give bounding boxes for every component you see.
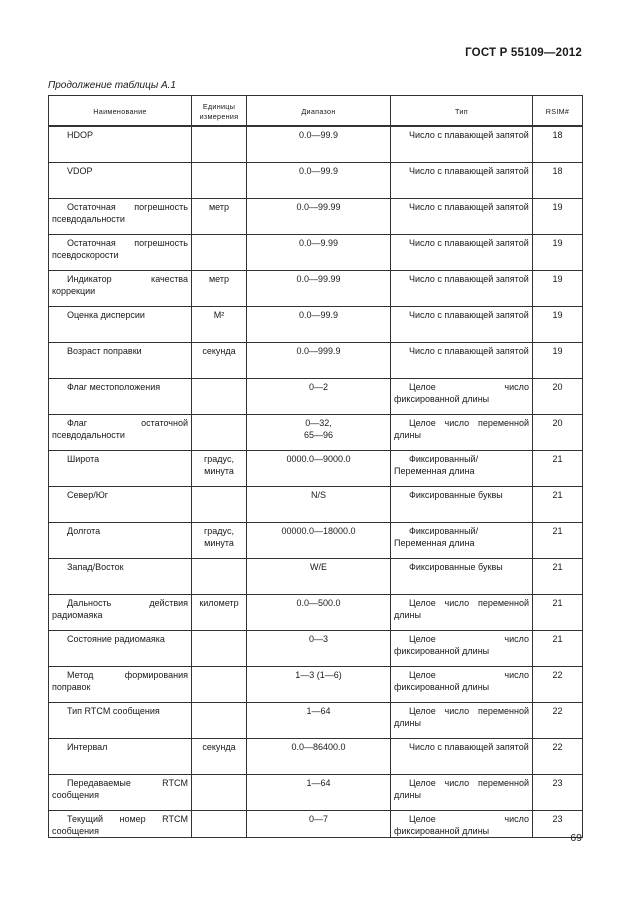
name-cell: HDOP (49, 126, 192, 162)
name-cell: Флаг местоположения (49, 378, 192, 414)
unit-cell: метр (192, 270, 247, 306)
unit-cell (192, 486, 247, 522)
range-cell: 0.0—99.9 (247, 126, 391, 162)
table-row (49, 270, 583, 306)
table-row (49, 666, 583, 702)
rsim-cell: 21 (533, 630, 583, 666)
rsim-cell: 19 (533, 270, 583, 306)
unit-cell (192, 414, 247, 450)
range-cell: 1—64 (247, 702, 391, 738)
range-cell: 0.0—9.99 (247, 234, 391, 270)
range-cell: 0.0—99.99 (247, 198, 391, 234)
unit-cell (192, 774, 247, 810)
rsim-cell: 18 (533, 162, 583, 198)
range-cell: W/E (247, 558, 391, 594)
type-cell: Число с плавающей запятой (391, 270, 533, 306)
name-cell: Дальность действия радиомаяка (49, 594, 192, 630)
rsim-cell: 19 (533, 306, 583, 342)
unit-cell: километр (192, 594, 247, 630)
unit-cell: градус, минута (192, 522, 247, 558)
type-cell: Целое число переменной длины (391, 594, 533, 630)
parameters-table (48, 95, 583, 838)
table-row (49, 342, 583, 378)
rsim-cell: 18 (533, 126, 583, 162)
unit-cell (192, 666, 247, 702)
range-cell: 0—2 (247, 378, 391, 414)
rsim-cell: 22 (533, 666, 583, 702)
table-row (49, 198, 583, 234)
type-cell: Число с плавающей запятой (391, 234, 533, 270)
name-cell: Долгота (49, 522, 192, 558)
rsim-cell: 20 (533, 378, 583, 414)
range-cell: 0.0—99.9 (247, 162, 391, 198)
rsim-cell: 21 (533, 486, 583, 522)
range-cell: 00000.0—18000.0 (247, 522, 391, 558)
table-row (49, 234, 583, 270)
name-cell: Оценка дисперсии (49, 306, 192, 342)
name-cell: Текущий номер RTCM сообщения (49, 810, 192, 837)
range-cell: 0—32, 65—96 (247, 414, 391, 450)
table-row (49, 306, 583, 342)
column-header-unit: Единицы измерения (192, 96, 247, 127)
type-cell: Число с плавающей запятой (391, 126, 533, 162)
unit-cell (192, 630, 247, 666)
rsim-cell: 20 (533, 414, 583, 450)
name-cell: Индикатор качества коррекции (49, 270, 192, 306)
unit-cell: градус, минута (192, 450, 247, 486)
type-cell: Целое число переменной длины (391, 774, 533, 810)
type-cell: Фиксированный/Переменная длина (391, 450, 533, 486)
name-cell: Север/Юг (49, 486, 192, 522)
table-row (49, 378, 583, 414)
column-header-rsim: RSIM# (533, 96, 583, 127)
range-cell: 1—3 (1—6) (247, 666, 391, 702)
name-cell: Передаваемые RTCM сообщения (49, 774, 192, 810)
rsim-cell: 21 (533, 522, 583, 558)
range-cell: 0—3 (247, 630, 391, 666)
table-row (49, 414, 583, 450)
unit-cell (192, 126, 247, 162)
range-cell: 0.0—999.9 (247, 342, 391, 378)
unit-cell (192, 234, 247, 270)
table-row (49, 558, 583, 594)
rsim-cell: 23 (533, 774, 583, 810)
table-row (49, 162, 583, 198)
type-cell: Целое число фиксированной длины (391, 630, 533, 666)
table-row (49, 630, 583, 666)
unit-cell (192, 558, 247, 594)
column-header-range: Диапазон (247, 96, 391, 127)
rsim-cell: 22 (533, 738, 583, 774)
table-row (49, 810, 583, 837)
name-cell: Тип RTCM сообщения (49, 702, 192, 738)
type-cell: Фиксированные буквы (391, 486, 533, 522)
table-row (49, 702, 583, 738)
rsim-cell: 19 (533, 234, 583, 270)
document-code: ГОСТ Р 55109—2012 (465, 47, 582, 59)
rsim-cell: 19 (533, 198, 583, 234)
column-header-type: Тип (391, 96, 533, 127)
range-cell: 1—64 (247, 774, 391, 810)
range-cell: N/S (247, 486, 391, 522)
rsim-cell: 19 (533, 342, 583, 378)
name-cell: Широта (49, 450, 192, 486)
unit-cell: метр (192, 198, 247, 234)
type-cell: Число с плавающей запятой (391, 306, 533, 342)
range-cell: 0000.0—9000.0 (247, 450, 391, 486)
type-cell: Число с плавающей запятой (391, 162, 533, 198)
table-row (49, 522, 583, 558)
type-cell: Целое число фиксированной длины (391, 378, 533, 414)
name-cell: Состояние радиомаяка (49, 630, 192, 666)
rsim-cell: 23 (533, 810, 583, 837)
range-cell: 0—7 (247, 810, 391, 837)
unit-cell (192, 702, 247, 738)
table-body (49, 126, 583, 837)
table-row (49, 774, 583, 810)
type-cell: Целое число переменной длины (391, 702, 533, 738)
rsim-cell: 21 (533, 450, 583, 486)
table-caption: Продолжение таблицы А.1 (48, 80, 176, 91)
type-cell: Целое число фиксированной длины (391, 810, 533, 837)
rsim-cell: 22 (533, 702, 583, 738)
table-row (49, 486, 583, 522)
unit-cell (192, 162, 247, 198)
page-number: 69 (570, 832, 582, 844)
unit-cell: секунда (192, 342, 247, 378)
table-header (49, 96, 583, 127)
table-row (49, 126, 583, 162)
type-cell: Фиксированные буквы (391, 558, 533, 594)
name-cell: Флаг остаточной псевдодальности (49, 414, 192, 450)
table-row (49, 594, 583, 630)
unit-cell: секунда (192, 738, 247, 774)
table-row (49, 450, 583, 486)
type-cell: Целое число переменной длины (391, 414, 533, 450)
rsim-cell: 21 (533, 558, 583, 594)
type-cell: Фиксированный/Переменная длина (391, 522, 533, 558)
range-cell: 0.0—99.99 (247, 270, 391, 306)
name-cell: Запад/Восток (49, 558, 192, 594)
name-cell: Возраст поправки (49, 342, 192, 378)
table-row (49, 738, 583, 774)
column-header-name: Наименование (49, 96, 192, 127)
range-cell: 0.0—500.0 (247, 594, 391, 630)
type-cell: Целое число фиксированной длины (391, 666, 533, 702)
range-cell: 0.0—86400.0 (247, 738, 391, 774)
name-cell: VDOP (49, 162, 192, 198)
rsim-cell: 21 (533, 594, 583, 630)
name-cell: Интервал (49, 738, 192, 774)
range-cell: 0.0—99.9 (247, 306, 391, 342)
name-cell: Остаточная погрешность псевдоскорости (49, 234, 192, 270)
name-cell: Остаточная погрешность псевдодальности (49, 198, 192, 234)
type-cell: Число с плавающей запятой (391, 198, 533, 234)
type-cell: Число с плавающей запятой (391, 738, 533, 774)
unit-cell: М² (192, 306, 247, 342)
unit-cell (192, 378, 247, 414)
name-cell: Метод формирования поправок (49, 666, 192, 702)
type-cell: Число с плавающей запятой (391, 342, 533, 378)
unit-cell (192, 810, 247, 837)
